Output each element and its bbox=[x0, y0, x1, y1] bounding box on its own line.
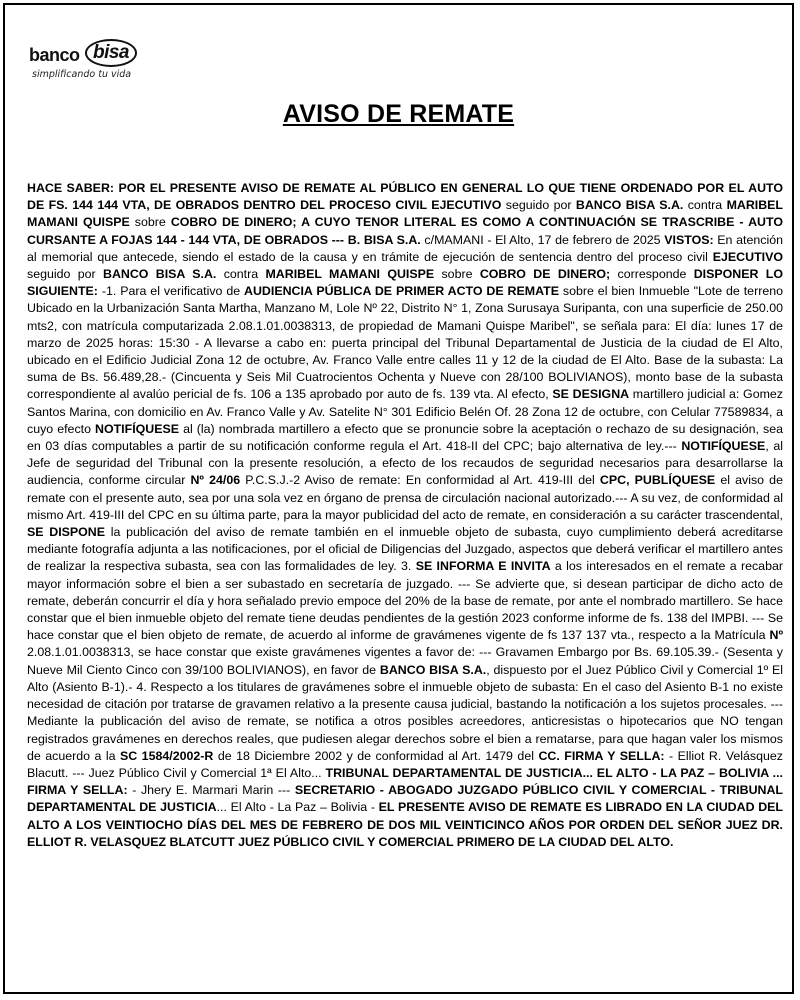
body-bold-segment: EJECUTIVO bbox=[712, 249, 783, 264]
body-bold-segment: SE INFORMA E INVITA bbox=[415, 559, 551, 574]
body-bold-segment: MARIBEL MAMANI QUISPE bbox=[265, 267, 435, 282]
body-text-segment: En atención al memorial que antecede, siendo el estado de la causa y en trámite de ejecución de sentencia dentro del proceso civil bbox=[27, 232, 783, 264]
notice-frame bbox=[3, 3, 794, 994]
body-text-segment: seguido por bbox=[501, 198, 576, 213]
logo-tagline: simplificando tu vida bbox=[32, 69, 132, 80]
body-bold-segment: AUDIENCIA PÚBLICA DE PRIMER ACTO DE REMATE bbox=[244, 284, 559, 299]
body-bold-segment: TRIBUNAL DEPARTAMENTAL DE JUSTICIA... EL ALTO - LA PAZ – BOLIVIA ... FIRMA Y SELLA: bbox=[27, 765, 784, 798]
body-bold-segment: EL PRESENTE AVISO DE REMATE ES LIBRADO EN LA CIUDAD DEL ALTO A LOS VEINTIOCHO DÍAS DEL MES DE FEBRERO DE DOS MIL VEINTICINCO AÑOS POR ORDEN DEL SEÑOR JUEZ DR. ELLIOT R. VELASQUEZ BLATCUTT JUEZ PÚBLICO CIVIL Y COMERCIAL PRIMERO DE LA CIUDAD DEL ALTO. bbox=[27, 800, 784, 849]
body-text-segment: de 18 Diciembre 2002 y de conformidad al Art. 1479 del bbox=[213, 748, 539, 763]
body-text-segment: al (la) nombrada martillero a efecto que se pronuncie sobre la aceptación o rechazo de su designación, sea en 03 días computables a partir de su notificación conforme regula el Art. 418-II del CPC; bajo alternativa de ley.--- bbox=[27, 421, 783, 454]
body-text-segment: a los interesados en el remate a recabar mayor información sobre el bien a ser subastado en secretaría de juzgado. --- Se advierte que, si desean participar de dicho acto de remate, deberán concurrir el día y hora señalado previo empoce del 20% de la base de remate, por ante el nombrado martillero. Se hace constar que el bien inmueble objeto del remate tiene deudas pendientes de la gestión 2023 conforme informe de fs. 138 del IMPBI. --- Se hace constar que el bien objeto de remate, de acuerdo al informe de gravámenes vigente de fs 137 137 vta., respecto a la Matrícula bbox=[27, 559, 783, 643]
body-text-segment: - Jhery E. Marmari Marin --- bbox=[127, 783, 295, 798]
body-text-segment: corresponde bbox=[610, 267, 694, 282]
body-bold-segment: CC. FIRMA Y SELLA: bbox=[538, 748, 665, 763]
body-text-segment: sobre bbox=[129, 215, 171, 230]
body-text-segment: sobre el bien Inmueble "Lote de terreno Ubicado en la Urbanización Santa Martha, Manzano M, Lole Nº 22, Distrito N° 1, Zona Surusaya Suripanta, con una superficie de 250.00 mts2, con matrícula computarizada 2.08.1.01.0038313, de propiedad de Mamani Quispe Maribel", se señala para: El día: lunes 17 de marzo de 2025 horas: 15:30 - A llevarse a cabo en: puerta principal del Tribunal Departamental de Justicia de la ciudad de El Alto, ubicado en el Edificio Judicial Zona 12 de octubre, Av. Franco Valle entre calles 11 y 12 de la ciudad de El Alto. Base de la subasta: La suma de Bs. 56.489,28.- (Cincuenta y Seis Mil Cuatrocientos Ochenta y Nueve con 28/100 BOLIVIANOS), monto base de la subasta correspondiente al avalúo pericial de fs. 106 a 135 aprobado por auto de fs. 139 vta. Al efecto, bbox=[27, 284, 783, 402]
body-text-segment: P.C.S.J.-2 Aviso de remate: En conformidad al Art. 419-III del bbox=[240, 473, 600, 488]
body-bold-segment: BANCO BISA S.A. bbox=[103, 267, 217, 282]
body-bold-segment: HACE SABER: POR EL PRESENTE AVISO DE REMATE AL PÚBLICO EN GENERAL LO QUE TIENE ORDENADO POR EL AUTO DE FS. 144 144 VTA, DE OBRADOS DENTRO DEL PROCESO CIVIL EJECUTIVO bbox=[27, 181, 783, 213]
logo-badge bbox=[85, 39, 137, 67]
body-bold-segment: COBRO DE DINERO; A CUYO TENOR LITERAL ES COMO A CONTINUACIÓN SE TRASCRIBE - AUTO CURSANTE A FOJAS 144 - 144 VTA, DE OBRADOS --- B. BISA S.A. bbox=[27, 215, 783, 247]
body-bold-segment: SE DESIGNA bbox=[552, 387, 630, 402]
body-bold-segment: NOTIFÍQUESE bbox=[95, 421, 180, 436]
body-text-segment: 2.08.1.01.0038313, se hace constar que existe gravámenes vigentes a favor de: --- Gravamen Embargo por Bs. 69.105.39.- (Sesenta y Nueve Mil Ciento Cinco con 39/100 BOLIVIANOS), en favor de bbox=[27, 645, 783, 677]
body-text-segment: el aviso de remate con el presente auto, sea por una sola vez en órgano de prensa de circulación nacional autorizado.--- A su vez, de conformidad al mismo Art. 419-III del CPC en su última parte, para la mayor publicidad del acto de remate, en consideración a su carácter trascendental, bbox=[27, 473, 783, 522]
notice-body bbox=[27, 180, 783, 851]
body-bold-segment: CPC, PUBLÍQUESE bbox=[599, 473, 716, 488]
body-text-segment: la publicación del aviso de remate también en el inmueble objeto de subasta, cuyo cumplimiento deberá acreditarse mediante fotografía adjunta a las notificaciones, por el oficial de Diligencias del Juzgado, aspectos que deberá verificar el martillero antes de realizar la respectiva subasta, sea con las formalidades de ley. 3. bbox=[27, 525, 783, 574]
page-title: AVISO DE REMATE bbox=[282, 100, 515, 128]
body-text-segment: seguido por bbox=[27, 267, 103, 282]
body-text-segment: c/MAMANI - El Alto, 17 de febrero de 2025 bbox=[420, 232, 665, 247]
body-bold-segment: NOTIFÍQUESE bbox=[681, 439, 766, 454]
body-bold-segment: DISPONER LO SIGUIENTE: bbox=[27, 267, 783, 299]
body-text-segment: -1. Para el verificativo de bbox=[97, 284, 245, 299]
logo-badge-text: bisa bbox=[92, 42, 130, 63]
body-text-segment: ... El Alto - La Paz – Bolivia - bbox=[216, 800, 379, 815]
body-bold-segment: SECRETARIO - ABOGADO JUZGADO PÚBLICO CIVIL Y COMERCIAL - TRIBUNAL DEPARTAMENTAL DE JUSTICIA bbox=[27, 783, 783, 815]
body-bold-segment: COBRO DE DINERO; bbox=[479, 267, 611, 282]
body-bold-segment: MARIBEL MAMANI QUISPE bbox=[27, 198, 784, 230]
body-text-segment: sobre bbox=[434, 267, 480, 282]
body-bold-segment: VISTOS: bbox=[664, 232, 714, 247]
body-text-segment: , dispuesto por el Juez Público Civil y Comercial 1º El Alto (Asiento B-1).- 4. Respecto a los titulares de gravámenes sobre el inmueble objeto de subasta: En el caso del Asiento B-1 no existe necesidad de citación por tratarse de gravamen relativo a la presente causa judicial, bastando la notificación a los sujetos procesales. --- Mediante la publicación del aviso de remate, se notifica a otros posibles acreedores, anticresistas o hipotecarios que NO tengan registrados gravámenes en derechos reales, que pudiesen alegar derechos sobre el bien a rematarse, para que hagan valer los mismos de acuerdo a la bbox=[27, 662, 784, 763]
body-bold-segment: BANCO BISA S.A. bbox=[379, 662, 487, 677]
logo-wordmark: banco bbox=[29, 45, 80, 65]
body-bold-segment: Nº 24/06 bbox=[190, 473, 241, 488]
body-text-segment: contra bbox=[683, 198, 727, 213]
body-text-segment: contra bbox=[216, 267, 266, 282]
body-bold-segment: BANCO BISA S.A. bbox=[575, 198, 684, 213]
body-bold-segment: SC 1584/2002-R bbox=[120, 748, 214, 763]
body-text-segment: , al Jefe de seguridad del Tribunal con la presente resolución, a efecto de los recaudos de seguridad necesarios para desarrollarse la audiencia, conforme circular bbox=[27, 439, 783, 488]
body-text-segment: martillero judicial a: Gomez Santos Marina, con domicilio en Av. Franco Valle y Av. Satelite N° 301 Edificio Belén Of. 28 Zona 12 de octubre, con Celular 77589834, a cuyo efecto bbox=[27, 387, 783, 436]
bank-logo bbox=[29, 39, 149, 83]
body-text-segment: - Elliot R. Velásquez Blacutt. --- Juez Público Civil y Comercial 1ª El Alto... bbox=[27, 748, 783, 780]
body-bold-segment: Nº bbox=[769, 628, 783, 643]
body-bold-segment: SE DISPONE bbox=[27, 525, 106, 540]
